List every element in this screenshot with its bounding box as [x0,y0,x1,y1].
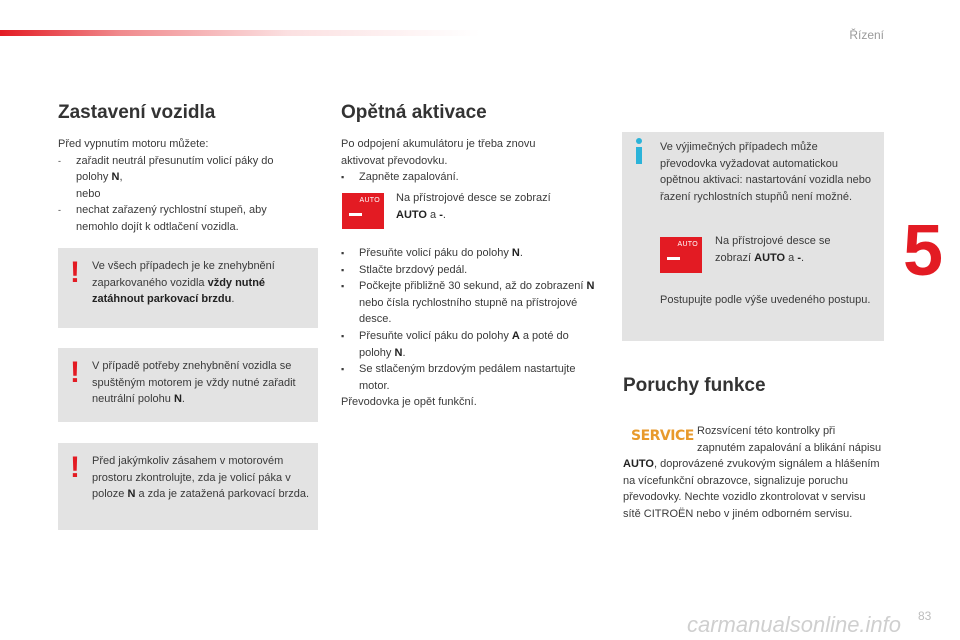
middle-heading: Opětná aktivace [341,102,487,123]
warning-box-1 [58,248,318,328]
section-title: Řízení [849,28,884,42]
info-text: Ve výjimečných případech může převodovka vyžadovat automatickou opětnou aktivaci: nastartování vozidla nebo řazení rychlostních stupňů není možné. [660,141,871,203]
warning-box-2 [58,348,318,422]
middle-step: ▪ Přesuňte volicí páku do polohy A a poté do polohy N. [341,329,569,359]
left-item-1: - zařadit neutrál přesunutím volicí páky do polohy N, [58,154,274,184]
left-item-2: nebo [76,187,101,200]
middle-step: ▪ Počkejte přibližně 30 sekund, až do zobrazení N nebo čísla rychlostního stupně na přístrojové desce. [341,280,595,326]
warning-icon: ! [70,256,80,289]
middle-step-ignition: ▪ Zapněte zapalování. [341,171,459,184]
left-item-3: - nechat zařazený rychlostní stupeň, aby nemohlo dojít k odtlačení vozidla. [58,204,267,233]
left-intro-block [58,136,308,236]
header-accent-bar [0,30,480,36]
middle-step: ▪ Stlačte brzdový pedál. [341,263,468,276]
warning-icon: ! [70,451,80,484]
right-heading: Poruchy funkce [623,375,766,396]
middle-outro: Převodovka je opět funkční. [341,396,477,409]
info-display-note: Na přístrojové desce se zobrazí AUTO a -. [715,235,831,264]
left-heading: Zastavení vozidla [58,102,216,123]
info-box [622,132,884,341]
middle-steps [341,245,603,411]
warning-box-3 [58,443,318,530]
middle-intro: Po odpojení akumulátoru je třeba znovu aktivovat převodovku. [341,138,536,167]
info-outro: Postupujte podle výše uvedeného postupu. [660,294,871,306]
warning-icon: ! [70,356,80,389]
auto-indicator-icon: AUTO [342,193,384,229]
page-number: 83 [918,609,932,623]
chapter-number: 5 [903,211,944,291]
info-icon [634,138,644,166]
service-warning-icon: SERVICE [631,428,694,444]
auto-indicator-icon: AUTO [660,237,702,273]
middle-display-note: Na přístrojové desce se zobrazí AUTO a -. [396,192,551,221]
middle-step: ▪ Se stlačeným brzdovým pedálem nastartujte motor. [341,363,576,392]
service-icon-spacer [623,423,697,455]
middle-step: ▪ Přesuňte volicí páku do polohy N. [341,247,523,259]
warning-text-2: V případě potřeby znehybnění vozidla se spuštěným motorem je vždy nutné zařadit neutrální polohu N. [92,360,296,406]
watermark-text: carmanualsonline.info [687,612,902,637]
middle-intro-block [341,136,573,186]
fault-description: Rozsvícení této kontrolky při zapnutém zapalování a blikání nápisu AUTO, doprovázené zvukovým signálem a hlášením na vícefunkční obrazovce, signalizuje poruchu převodovky. Nechte vozidlo zkontrolovat v servisu sítě CITROËN nebo v jiném odborném servisu. [623,425,882,520]
warning-text-3: Před jakýmkoliv zásahem v motorovém prostoru zkontrolujte, zda je volicí páka v poloze N a zda je zatažená parkovací brzda. [92,455,310,501]
warning-text-1: Ve všech případech je ke znehybnění zaparkovaného vozidla vždy nutné zatáhnout parkovací brzdu. [92,260,275,306]
left-intro: Před vypnutím motoru můžete: [58,138,209,150]
